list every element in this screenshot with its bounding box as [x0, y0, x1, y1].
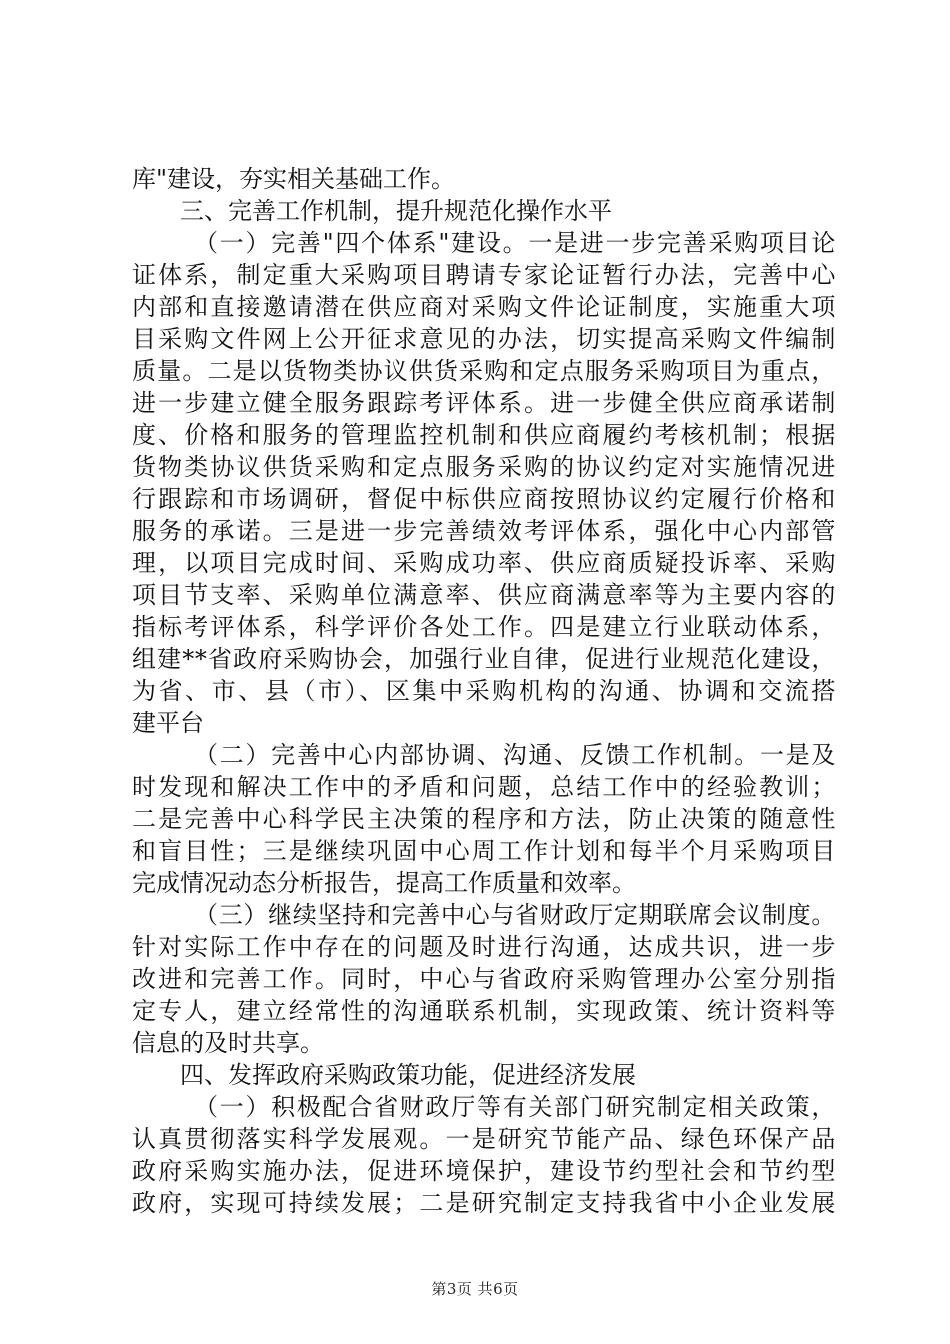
text-line: 指标考评体系，科学评价各处工作。四是建立行业联动体系， — [132, 613, 836, 641]
text-line: 理，以项目完成时间、采购成功率、供应商质疑投诉率、采购 — [132, 549, 836, 577]
text-line: 改进和完善工作。同时，中心与省政府采购管理办公室分别指 — [132, 965, 836, 993]
page-number-footer: 第3页 共6页 — [431, 1280, 519, 1298]
document-body — [132, 163, 836, 1219]
text-line: 目采购文件网上公开征求意见的办法，切实提高采购文件编制 — [132, 325, 836, 353]
text-line: （二）完善中心内部协调、沟通、反馈工作机制。一是及 — [194, 741, 836, 769]
text-line: 信息的及时共享。 — [132, 1029, 324, 1057]
text-line: 行跟踪和市场调研，督促中标供应商按照协议约定履行价格和 — [132, 485, 836, 513]
text-line: 和盲目性；三是继续巩固中心周工作计划和每半个月采购项目 — [132, 837, 836, 865]
text-line: 三、完善工作机制，提升规范化操作水平 — [180, 197, 612, 225]
text-line: 货物类协议供货采购和定点服务采购的协议约定对实施情况进 — [132, 453, 836, 481]
text-line: 二是完善中心科学民主决策的程序和方法，防止决策的随意性 — [132, 805, 836, 833]
text-line: 进一步建立健全服务跟踪考评体系。进一步健全供应商承诺制 — [132, 389, 836, 417]
text-line: 认真贯彻落实科学发展观。一是研究节能产品、绿色环保产品 — [132, 1125, 836, 1153]
text-line: （三）继续坚持和完善中心与省财政厅定期联席会议制度。 — [194, 901, 836, 929]
text-line: 政府，实现可持续发展；二是研究制定支持我省中小企业发展 — [132, 1189, 836, 1217]
text-line: 证体系，制定重大采购项目聘请专家论证暂行办法，完善中心 — [132, 261, 836, 289]
text-line: 服务的承诺。三是进一步完善绩效考评体系，强化中心内部管 — [132, 517, 836, 545]
text-line: 四、发挥政府采购政策功能，促进经济发展 — [180, 1061, 636, 1089]
text-line: （一）完善"四个体系"建设。一是进一步完善采购项目论 — [194, 229, 836, 257]
text-line: 完成情况动态分析报告，提高工作质量和效率。 — [132, 869, 636, 897]
text-line: （一）积极配合省财政厅等有关部门研究制定相关政策， — [194, 1093, 836, 1121]
text-line: 组建**省政府采购协会，加强行业自律，促进行业规范化建设， — [132, 645, 836, 673]
text-line: 时发现和解决工作中的矛盾和问题，总结工作中的经验教训； — [132, 773, 836, 801]
text-line: 质量。二是以货物类协议供货采购和定点服务采购项目为重点， — [132, 357, 836, 385]
text-line: 政府采购实施办法，促进环境保护，建设节约型社会和节约型 — [132, 1157, 836, 1185]
text-line: 库"建设，夯实相关基础工作。 — [132, 165, 456, 193]
text-line: 针对实际工作中存在的问题及时进行沟通，达成共识，进一步 — [132, 933, 836, 961]
text-line: 项目节支率、采购单位满意率、供应商满意率等为主要内容的 — [132, 581, 836, 609]
text-line: 度、价格和服务的管理监控机制和供应商履约考核机制；根据 — [132, 421, 836, 449]
text-line: 内部和直接邀请潜在供应商对采购文件论证制度，实施重大项 — [132, 293, 836, 321]
text-line: 为省、市、县（市）、区集中采购机构的沟通、协调和交流搭 — [132, 677, 836, 705]
text-line: 定专人，建立经常性的沟通联系机制，实现政策、统计资料等 — [132, 997, 836, 1025]
text-line: 建平台 — [132, 709, 204, 737]
